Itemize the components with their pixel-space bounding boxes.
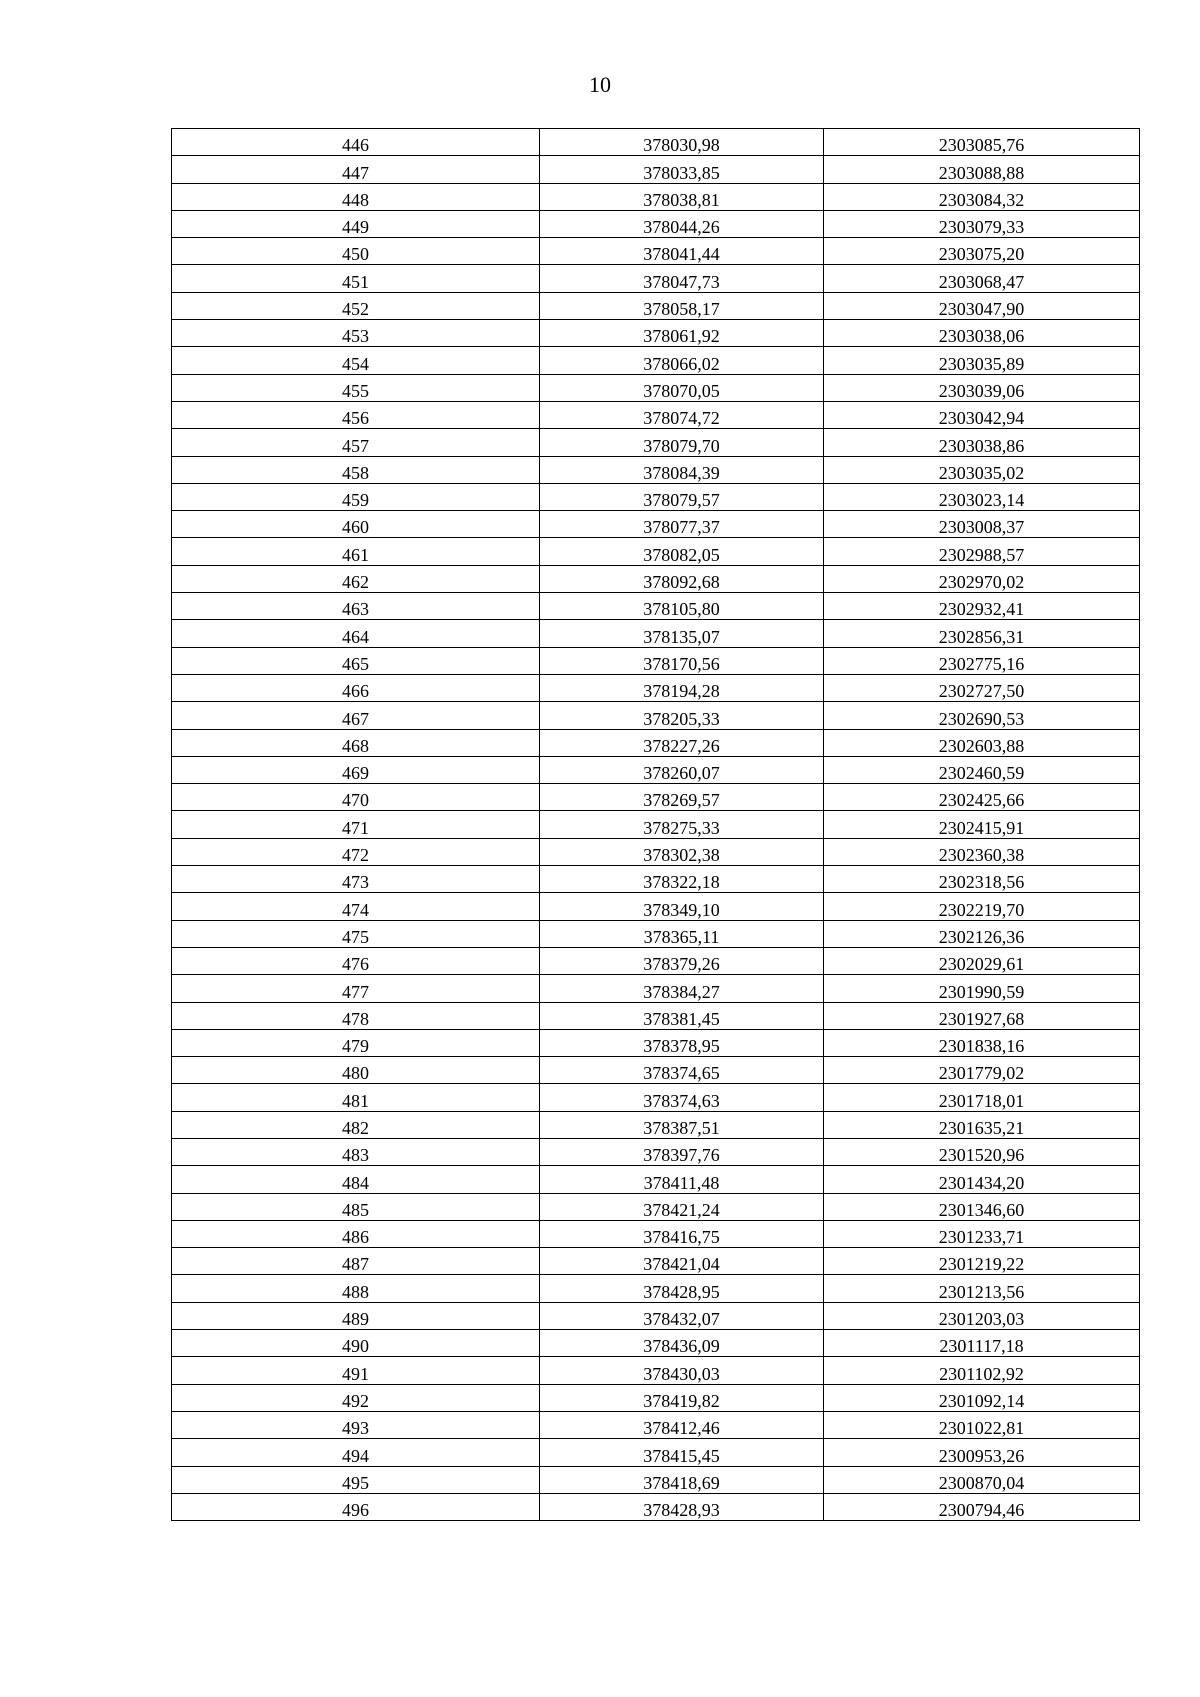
table-row	[172, 702, 1140, 729]
table-row	[172, 210, 1140, 237]
x-coordinate-cell: 378058,17	[540, 292, 824, 319]
x-coordinate-cell: 378411,48	[540, 1166, 824, 1193]
point-number-cell: 448	[172, 183, 540, 210]
y-coordinate-cell: 2303042,94	[824, 401, 1140, 428]
x-coordinate-cell: 378378,95	[540, 1029, 824, 1056]
point-number-cell: 465	[172, 647, 540, 674]
x-coordinate-cell: 378079,70	[540, 429, 824, 456]
y-coordinate-cell: 2303079,33	[824, 210, 1140, 237]
y-coordinate-cell: 2301779,02	[824, 1057, 1140, 1084]
y-coordinate-cell: 2302415,91	[824, 811, 1140, 838]
x-coordinate-cell: 378421,24	[540, 1193, 824, 1220]
table-row	[172, 647, 1140, 674]
table-row	[172, 156, 1140, 183]
table-row	[172, 401, 1140, 428]
x-coordinate-cell: 378418,69	[540, 1466, 824, 1493]
point-number-cell: 470	[172, 784, 540, 811]
table-row	[172, 1330, 1140, 1357]
x-coordinate-cell: 378030,98	[540, 129, 824, 156]
y-coordinate-cell: 2302988,57	[824, 538, 1140, 565]
x-coordinate-cell: 378194,28	[540, 674, 824, 701]
y-coordinate-cell: 2303039,06	[824, 374, 1140, 401]
y-coordinate-cell: 2303085,76	[824, 129, 1140, 156]
x-coordinate-cell: 378105,80	[540, 593, 824, 620]
point-number-cell: 458	[172, 456, 540, 483]
table-row	[172, 1248, 1140, 1275]
x-coordinate-cell: 378227,26	[540, 729, 824, 756]
point-number-cell: 486	[172, 1220, 540, 1247]
x-coordinate-cell: 378421,04	[540, 1248, 824, 1275]
y-coordinate-cell: 2302775,16	[824, 647, 1140, 674]
table-row	[172, 893, 1140, 920]
x-coordinate-cell: 378322,18	[540, 866, 824, 893]
table-row	[172, 238, 1140, 265]
point-number-cell: 457	[172, 429, 540, 456]
table-row	[172, 1466, 1140, 1493]
point-number-cell: 454	[172, 347, 540, 374]
x-coordinate-cell: 378428,93	[540, 1493, 824, 1520]
point-number-cell: 474	[172, 893, 540, 920]
point-number-cell: 452	[172, 292, 540, 319]
point-number-cell: 493	[172, 1411, 540, 1438]
table-row	[172, 1002, 1140, 1029]
table-row	[172, 483, 1140, 510]
point-number-cell: 462	[172, 565, 540, 592]
y-coordinate-cell: 2303088,88	[824, 156, 1140, 183]
table-row	[172, 292, 1140, 319]
point-number-cell: 481	[172, 1084, 540, 1111]
y-coordinate-cell: 2302425,66	[824, 784, 1140, 811]
point-number-cell: 473	[172, 866, 540, 893]
y-coordinate-cell: 2301092,14	[824, 1384, 1140, 1411]
x-coordinate-cell: 378349,10	[540, 893, 824, 920]
table-row	[172, 1275, 1140, 1302]
table-row	[172, 1138, 1140, 1165]
y-coordinate-cell: 2303035,89	[824, 347, 1140, 374]
table-row	[172, 975, 1140, 1002]
y-coordinate-cell: 2301718,01	[824, 1084, 1140, 1111]
x-coordinate-cell: 378419,82	[540, 1384, 824, 1411]
y-coordinate-cell: 2301635,21	[824, 1111, 1140, 1138]
x-coordinate-cell: 378061,92	[540, 320, 824, 347]
y-coordinate-cell: 2303038,06	[824, 320, 1140, 347]
y-coordinate-cell: 2301219,22	[824, 1248, 1140, 1275]
y-coordinate-cell: 2302460,59	[824, 756, 1140, 783]
table-row	[172, 565, 1140, 592]
table-row	[172, 320, 1140, 347]
x-coordinate-cell: 378066,02	[540, 347, 824, 374]
x-coordinate-cell: 378135,07	[540, 620, 824, 647]
table-row	[172, 374, 1140, 401]
y-coordinate-cell: 2303047,90	[824, 292, 1140, 319]
point-number-cell: 490	[172, 1330, 540, 1357]
point-number-cell: 482	[172, 1111, 540, 1138]
point-number-cell: 480	[172, 1057, 540, 1084]
table-row	[172, 947, 1140, 974]
table-row	[172, 1220, 1140, 1247]
x-coordinate-cell: 378082,05	[540, 538, 824, 565]
point-number-cell: 477	[172, 975, 540, 1002]
point-number-cell: 469	[172, 756, 540, 783]
table-row	[172, 1057, 1140, 1084]
table-row	[172, 1411, 1140, 1438]
point-number-cell: 487	[172, 1248, 540, 1275]
table-row	[172, 1084, 1140, 1111]
y-coordinate-cell: 2301346,60	[824, 1193, 1140, 1220]
y-coordinate-cell: 2302603,88	[824, 729, 1140, 756]
point-number-cell: 488	[172, 1275, 540, 1302]
y-coordinate-cell: 2303075,20	[824, 238, 1140, 265]
point-number-cell: 455	[172, 374, 540, 401]
x-coordinate-cell: 378387,51	[540, 1111, 824, 1138]
table-row	[172, 429, 1140, 456]
table-row	[172, 620, 1140, 647]
x-coordinate-cell: 378070,05	[540, 374, 824, 401]
y-coordinate-cell: 2300870,04	[824, 1466, 1140, 1493]
table-row	[172, 1384, 1140, 1411]
table-row	[172, 1439, 1140, 1466]
table-row	[172, 1029, 1140, 1056]
point-number-cell: 466	[172, 674, 540, 701]
x-coordinate-cell: 378412,46	[540, 1411, 824, 1438]
x-coordinate-cell: 378428,95	[540, 1275, 824, 1302]
table-row	[172, 729, 1140, 756]
y-coordinate-cell: 2302219,70	[824, 893, 1140, 920]
y-coordinate-cell: 2301838,16	[824, 1029, 1140, 1056]
table-row	[172, 1193, 1140, 1220]
y-coordinate-cell: 2301434,20	[824, 1166, 1140, 1193]
y-coordinate-cell: 2301233,71	[824, 1220, 1140, 1247]
y-coordinate-cell: 2302727,50	[824, 674, 1140, 701]
point-number-cell: 446	[172, 129, 540, 156]
table-row	[172, 1111, 1140, 1138]
x-coordinate-cell: 378432,07	[540, 1302, 824, 1329]
table-row	[172, 920, 1140, 947]
point-number-cell: 460	[172, 511, 540, 538]
y-coordinate-cell: 2303023,14	[824, 483, 1140, 510]
x-coordinate-cell: 378260,07	[540, 756, 824, 783]
x-coordinate-cell: 378041,44	[540, 238, 824, 265]
table-row	[172, 129, 1140, 156]
point-number-cell: 461	[172, 538, 540, 565]
x-coordinate-cell: 378374,63	[540, 1084, 824, 1111]
x-coordinate-cell: 378170,56	[540, 647, 824, 674]
point-number-cell: 463	[172, 593, 540, 620]
table-row	[172, 593, 1140, 620]
point-number-cell: 483	[172, 1138, 540, 1165]
table-row	[172, 866, 1140, 893]
table-row	[172, 1166, 1140, 1193]
x-coordinate-cell: 378047,73	[540, 265, 824, 292]
point-number-cell: 476	[172, 947, 540, 974]
x-coordinate-cell: 378077,37	[540, 511, 824, 538]
y-coordinate-cell: 2302029,61	[824, 947, 1140, 974]
point-number-cell: 450	[172, 238, 540, 265]
point-number-cell: 489	[172, 1302, 540, 1329]
y-coordinate-cell: 2303068,47	[824, 265, 1140, 292]
x-coordinate-cell: 378430,03	[540, 1357, 824, 1384]
y-coordinate-cell: 2300953,26	[824, 1439, 1140, 1466]
y-coordinate-cell: 2302318,56	[824, 866, 1140, 893]
table-row	[172, 511, 1140, 538]
x-coordinate-cell: 378436,09	[540, 1330, 824, 1357]
x-coordinate-cell: 378365,11	[540, 920, 824, 947]
point-number-cell: 496	[172, 1493, 540, 1520]
x-coordinate-cell: 378397,76	[540, 1138, 824, 1165]
point-number-cell: 453	[172, 320, 540, 347]
x-coordinate-cell: 378379,26	[540, 947, 824, 974]
y-coordinate-cell: 2301117,18	[824, 1330, 1140, 1357]
x-coordinate-cell: 378416,75	[540, 1220, 824, 1247]
y-coordinate-cell: 2301927,68	[824, 1002, 1140, 1029]
x-coordinate-cell: 378415,45	[540, 1439, 824, 1466]
point-number-cell: 449	[172, 210, 540, 237]
point-number-cell: 468	[172, 729, 540, 756]
x-coordinate-cell: 378269,57	[540, 784, 824, 811]
table-row	[172, 1357, 1140, 1384]
point-number-cell: 447	[172, 156, 540, 183]
y-coordinate-cell: 2302970,02	[824, 565, 1140, 592]
x-coordinate-cell: 378038,81	[540, 183, 824, 210]
table-row	[172, 674, 1140, 701]
y-coordinate-cell: 2301213,56	[824, 1275, 1140, 1302]
point-number-cell: 459	[172, 483, 540, 510]
x-coordinate-cell: 378384,27	[540, 975, 824, 1002]
table-row	[172, 838, 1140, 865]
y-coordinate-cell: 2302126,36	[824, 920, 1140, 947]
coordinates-table	[171, 128, 1140, 1521]
y-coordinate-cell: 2303084,32	[824, 183, 1140, 210]
x-coordinate-cell: 378092,68	[540, 565, 824, 592]
y-coordinate-cell: 2303035,02	[824, 456, 1140, 483]
x-coordinate-cell: 378033,85	[540, 156, 824, 183]
point-number-cell: 467	[172, 702, 540, 729]
x-coordinate-cell: 378074,72	[540, 401, 824, 428]
x-coordinate-cell: 378302,38	[540, 838, 824, 865]
y-coordinate-cell: 2300794,46	[824, 1493, 1140, 1520]
x-coordinate-cell: 378381,45	[540, 1002, 824, 1029]
point-number-cell: 478	[172, 1002, 540, 1029]
table-row	[172, 183, 1140, 210]
y-coordinate-cell: 2301520,96	[824, 1138, 1140, 1165]
point-number-cell: 492	[172, 1384, 540, 1411]
y-coordinate-cell: 2302932,41	[824, 593, 1140, 620]
y-coordinate-cell: 2301203,03	[824, 1302, 1140, 1329]
x-coordinate-cell: 378275,33	[540, 811, 824, 838]
x-coordinate-cell: 378044,26	[540, 210, 824, 237]
point-number-cell: 495	[172, 1466, 540, 1493]
y-coordinate-cell: 2301102,92	[824, 1357, 1140, 1384]
table-row	[172, 1302, 1140, 1329]
x-coordinate-cell: 378374,65	[540, 1057, 824, 1084]
point-number-cell: 464	[172, 620, 540, 647]
coordinates-table-body	[172, 129, 1140, 1521]
y-coordinate-cell: 2302690,53	[824, 702, 1140, 729]
point-number-cell: 484	[172, 1166, 540, 1193]
y-coordinate-cell: 2303008,37	[824, 511, 1140, 538]
page-number: 10	[589, 72, 611, 97]
y-coordinate-cell: 2302856,31	[824, 620, 1140, 647]
point-number-cell: 472	[172, 838, 540, 865]
table-row	[172, 811, 1140, 838]
point-number-cell: 456	[172, 401, 540, 428]
table-row	[172, 538, 1140, 565]
y-coordinate-cell: 2301990,59	[824, 975, 1140, 1002]
table-row	[172, 1493, 1140, 1520]
table-row	[172, 265, 1140, 292]
y-coordinate-cell: 2303038,86	[824, 429, 1140, 456]
point-number-cell: 451	[172, 265, 540, 292]
x-coordinate-cell: 378084,39	[540, 456, 824, 483]
x-coordinate-cell: 378205,33	[540, 702, 824, 729]
point-number-cell: 491	[172, 1357, 540, 1384]
y-coordinate-cell: 2301022,81	[824, 1411, 1140, 1438]
table-row	[172, 456, 1140, 483]
table-row	[172, 756, 1140, 783]
point-number-cell: 479	[172, 1029, 540, 1056]
point-number-cell: 475	[172, 920, 540, 947]
x-coordinate-cell: 378079,57	[540, 483, 824, 510]
point-number-cell: 494	[172, 1439, 540, 1466]
point-number-cell: 471	[172, 811, 540, 838]
table-row	[172, 784, 1140, 811]
y-coordinate-cell: 2302360,38	[824, 838, 1140, 865]
table-row	[172, 347, 1140, 374]
point-number-cell: 485	[172, 1193, 540, 1220]
